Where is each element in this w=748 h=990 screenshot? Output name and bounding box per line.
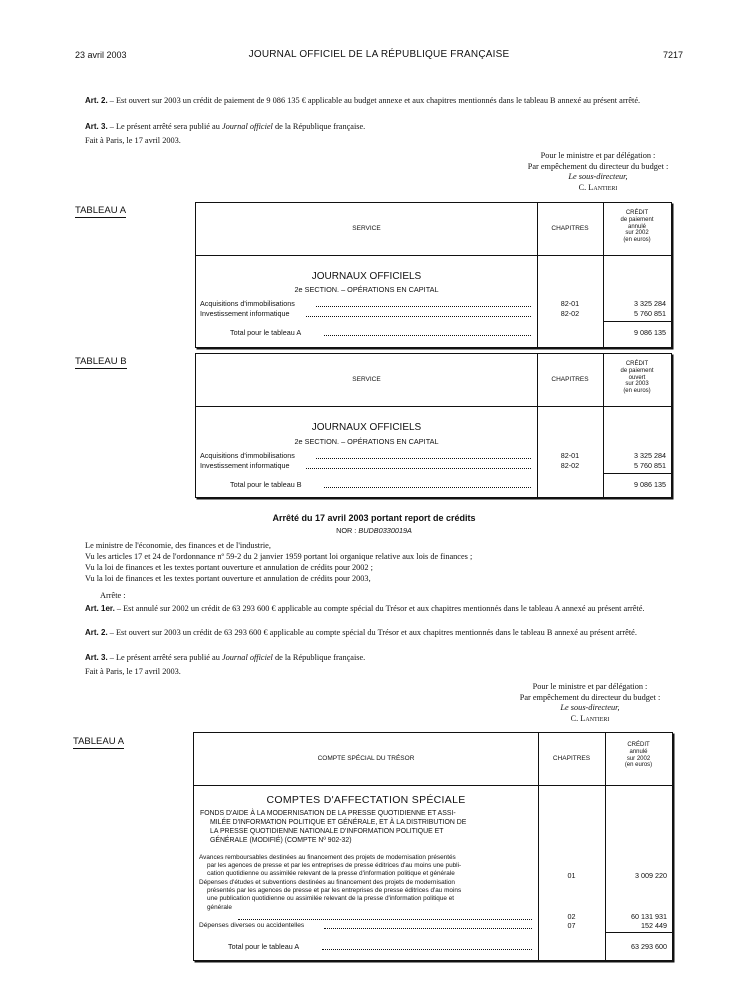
tableau-a-label: TABLEAU A [73,736,125,747]
journal-officiel-italic: Journal officiel [221,653,273,662]
preamble-vu-2: Vu la loi de finances et les textes portant ouverture et annulation de crédits pour 2002 ; [85,563,373,572]
credit-line: CRÉDIT [627,742,650,748]
fait-a-paris: Fait à Paris, le 17 avril 2003. [85,136,181,145]
row-label: Investissement informatique [200,309,290,318]
sig-line-1: Pour le ministre et par délégation : [540,151,656,160]
total-label: Total pour le tableau B [230,480,302,489]
total-amount: 63 293 600 [631,942,667,951]
header-date: 23 avril 2003 [75,50,127,60]
arrete-word: Arrête : [100,591,126,600]
fund-line: GÉNÉRALE (MODIFIÉ) (COMPTE Nº 902-32) [210,837,352,844]
preamble-minister: Le ministre de l'économie, des finances et de l'industrie, [85,541,271,550]
row-label: Acquisitions d'immobilisations [200,451,295,460]
row-chapitre: 01 [567,871,576,880]
row-amount: 3 325 284 [634,299,666,308]
fait-a-paris: Fait à Paris, le 17 avril 2003. [85,667,181,676]
tableau-b-label: TABLEAU B [75,356,127,367]
col-chapitres: CHAPITRES [552,755,591,762]
arrete-title: Arrêté du 17 avril 2003 portant report de crédits [272,513,476,523]
total-label: Total pour le tableau A [230,328,302,337]
tableau-b-table [195,353,672,498]
page-number: 7217 [662,50,683,60]
credit-line: CRÉDIT [625,361,649,367]
underline [603,473,671,474]
article-text: de la République française. [272,122,366,131]
fund-line: FONDS D'AIDE À LA MODERNISATION DE LA PRESSE QUOTIDIENNE ET ASSI- [200,810,456,817]
credit-line: de paiement [620,367,654,374]
tableau-a-table [195,202,672,348]
section-title: JOURNAUX OFFICIELS [311,271,422,282]
row-amount: 60 131 931 [631,912,667,921]
row-amount: 5 760 851 [634,309,666,318]
credit-line: (en euros) [623,237,651,244]
nor-code: BUDB0330019A [358,526,412,535]
row-amount: 3 325 284 [634,451,666,460]
article-label: Art. 3. [85,122,108,131]
section-title: JOURNAUX OFFICIELS [311,422,422,433]
row-line: Dépenses d'études et subventions destinées au financement des projets de modernisation [199,879,455,886]
row-chapitre: 82-02 [560,461,580,470]
article-3-paragraph [85,122,673,133]
nor-label: NOR : [336,526,357,535]
sig-line-1: Pour le ministre et par délégation : [532,682,648,691]
leader-dots [324,335,531,336]
signature-block [478,151,718,193]
preamble-vu-3: Vu la loi de finances et les textes portant ouverture et annulation de crédits pour 2003, [85,574,371,583]
sig-line-2: Par empêchement du directeur du budget : [519,692,661,702]
row-chapitre: 82-01 [560,451,580,460]
row-chapitre: 02 [567,912,576,921]
leader-dots [316,458,531,459]
article-text: – Est annulé sur 2002 un crédit de 63 293 600 € applicable au compte spécial du Trésor et aux chapitres mentionnés dans le tableau A annexé au présent arrêté. [116,604,645,613]
col-credit [603,361,671,395]
row-label: Dépenses diverses ou accidentelles [199,922,305,929]
total-amount: 9 086 135 [634,328,666,337]
total-amount: 9 086 135 [634,480,666,489]
leader-dots [316,306,531,307]
article-text: – Est ouvert sur 2003 un crédit de paiement de 9 086 135 € applicable au budget annexe et aux chapitres mentionnés dans le tableau B annexé au présent arrêté. [109,96,641,105]
preamble-vu-1: Vu les articles 17 et 24 de l'ordonnance nº 59-2 du 2 janvier 1959 portant loi organique relative aux lois de finances ; [85,552,473,561]
article-label: Art. 1er. [85,604,115,613]
section-subtitle: 2e SECTION. – OPÉRATIONS EN CAPITAL [294,437,439,446]
credit-line: sur 2002 [626,755,651,762]
article-label: Art. 2. [85,96,108,105]
credit-line: de paiement [620,216,654,223]
col-credit [605,742,672,769]
row-line: présentés par les agences de presse et par les entreprises de presse éditrices d'au moins [207,887,462,895]
row-amount: 152 449 [641,921,667,930]
row-depenses-etudes [199,879,535,912]
leader-dots [324,928,532,929]
total-label: Total pour le tableau A [228,942,300,951]
leader-dots [322,949,532,950]
article-text: – Le présent arrêté sera publié au [109,653,222,662]
row-chapitre: 82-02 [560,309,580,318]
credit-line: annulé [627,223,647,230]
article-label: Art. 2. [85,628,108,637]
col-service: SERVICE [352,376,381,383]
underline [605,932,672,933]
leader-dots [306,316,531,317]
fund-line: LA PRESSE QUOTIDIENNE NATIONALE D'INFORMATION POLITIQUE ET [210,828,444,835]
article-text: – Est ouvert sur 2003 un crédit de 63 293 600 € applicable au compte spécial du Trésor et aux chapitres mentionnés dans le tableau B annexé au présent arrêté. [109,628,637,637]
leader-dots [324,487,531,488]
row-line: cation quotidienne ou assimilée relevant de la presse d'information politique et générale [207,870,455,878]
row-chapitre: 82-01 [560,299,580,308]
row-avances [199,854,535,879]
row-label: Investissement informatique [200,461,290,470]
tableau-a-label: TABLEAU A [75,205,127,216]
section-subtitle: 2e SECTION. – OPÉRATIONS EN CAPITAL [294,285,439,294]
fund-title [200,809,532,845]
nor-reference [0,526,748,535]
row-line: générale [207,903,232,911]
signature-block [470,682,710,724]
article-text: de la République française. [272,653,366,662]
underline [603,321,671,322]
credit-line: sur 2002 [625,230,649,237]
row-label: Acquisitions d'immobilisations [200,299,295,308]
sig-name: C. Lantieri [578,182,618,192]
article-2-paragraph [75,628,673,639]
compte-special-table [193,732,673,961]
credit-line: annulé [629,748,648,755]
col-chapitres: CHAPITRES [551,225,589,232]
page-header [75,50,683,66]
section-title: COMPTES D'AFFECTATION SPÉCIALE [266,794,466,806]
row-line: Avances remboursables destinées au financement des projets de modernisation présentés [199,854,456,861]
journal-officiel-italic: Journal officiel [221,122,273,131]
row-amount: 3 009 220 [635,871,667,880]
row-chapitre: 07 [567,921,576,930]
leader-dots [306,468,531,469]
col-credit [603,210,671,244]
sig-title: Le sous-directeur, [568,172,628,181]
article-1-paragraph [75,604,673,615]
article-2-paragraph [75,96,673,107]
sig-title: Le sous-directeur, [560,703,620,712]
col-compte: COMPTE SPÉCIAL DU TRÉSOR [317,755,415,762]
sig-line-2: Par empêchement du directeur du budget : [527,161,669,171]
article-3-paragraph [85,653,673,664]
row-line: une publication quotidienne ou assimilée relevant de la presse d'information politique et [207,895,455,903]
credit-line: CRÉDIT [625,210,649,216]
row-amount: 5 760 851 [634,461,666,470]
credit-line: (en euros) [623,388,651,395]
article-text: – Le présent arrêté sera publié au [109,122,222,131]
leader-dots [238,919,532,920]
credit-line: (en euros) [624,762,653,769]
col-service: SERVICE [352,225,381,232]
credit-line: sur 2003 [625,381,649,388]
credit-line: ouvert [628,374,646,381]
col-chapitres: CHAPITRES [551,376,589,383]
article-label: Art. 3. [85,653,108,662]
journal-title: JOURNAL OFFICIEL DE LA RÉPUBLIQUE FRANÇAISE [248,49,510,60]
fund-line: MILÉE D'INFORMATION POLITIQUE ET GÉNÉRALE, ET À LA DISTRIBUTION DE [210,819,467,826]
sig-name: C. Lantieri [570,713,610,723]
row-line: par les agences de presse et par les entreprises de presse éditrices d'au moins une publi- [207,862,462,870]
